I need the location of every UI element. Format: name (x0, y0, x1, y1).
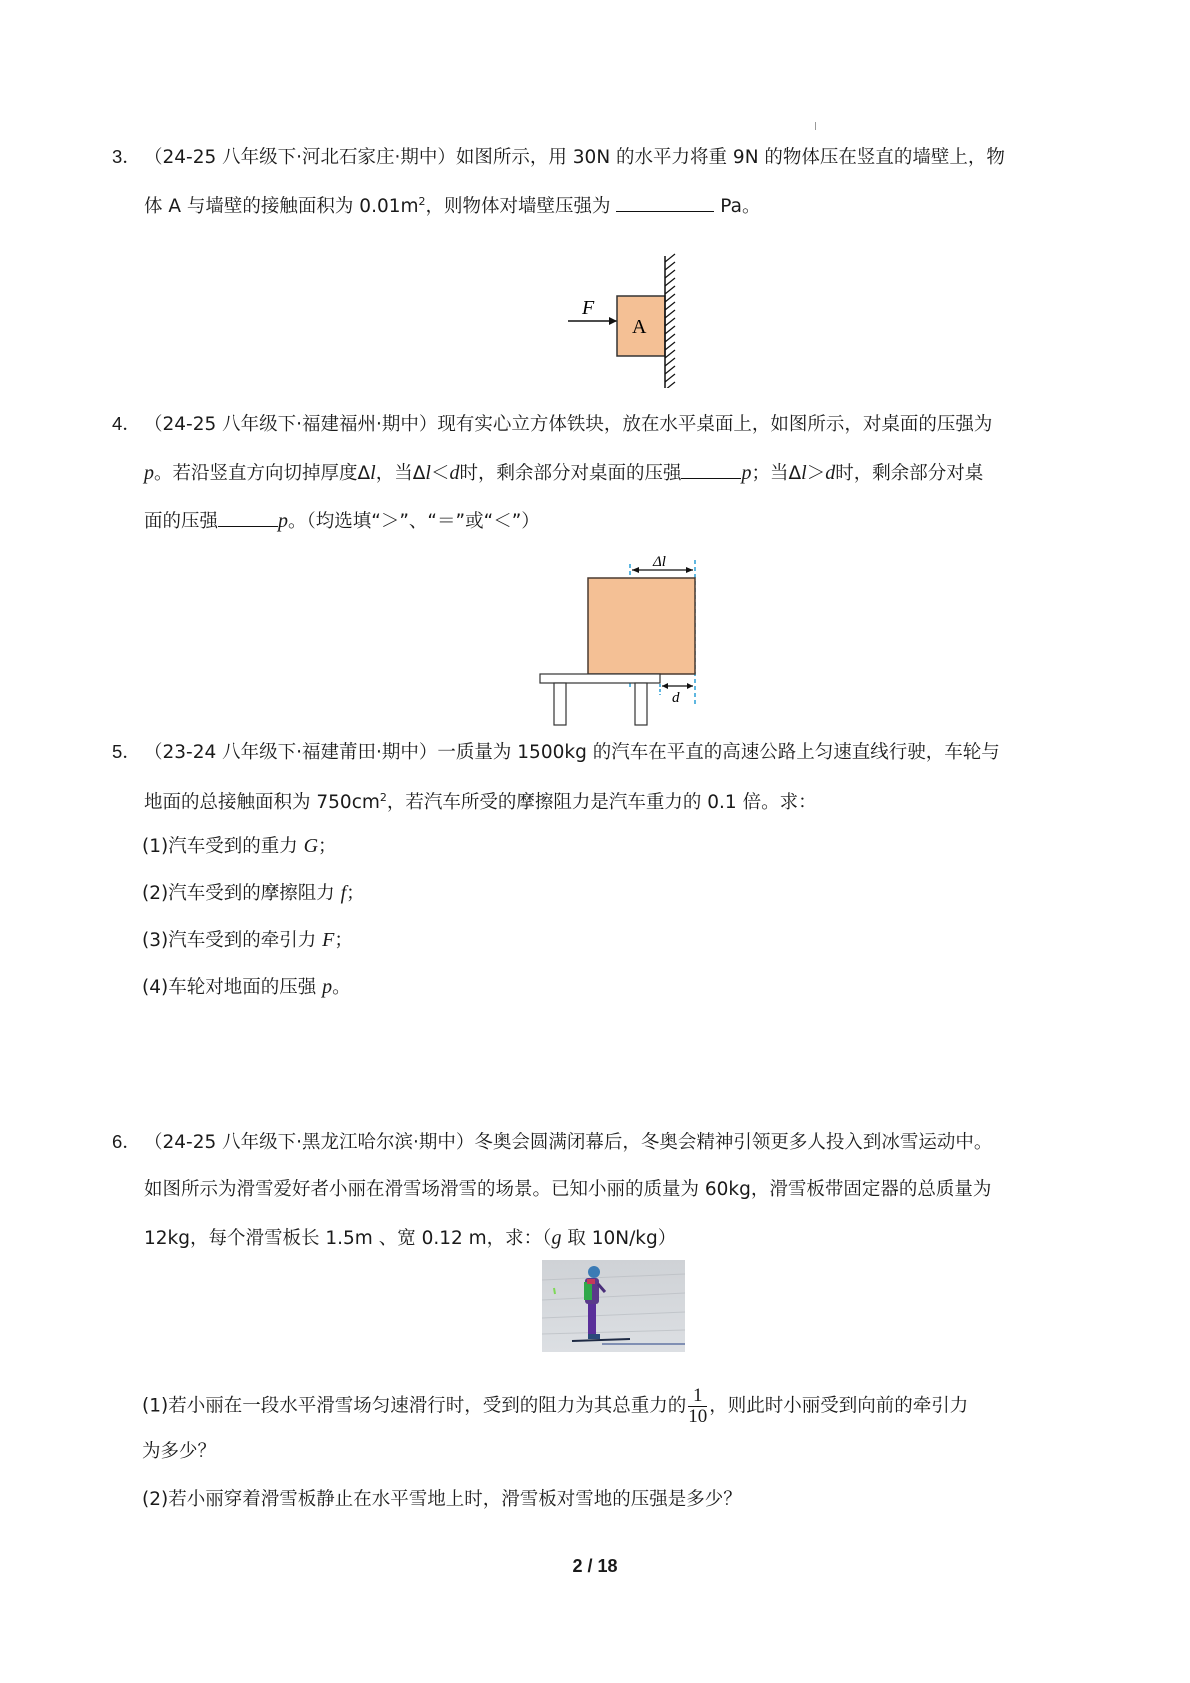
skier-photo (542, 1260, 685, 1352)
fraction-denominator: 10 (688, 1406, 708, 1427)
q4-line3 (144, 508, 540, 534)
q5-line2 (144, 786, 817, 815)
q4-source: （24-25 八年级下·福建福州·期中） (144, 414, 438, 435)
page-number: 2 / 18 (572, 1556, 618, 1576)
fraction-one-tenth (688, 1386, 707, 1427)
q4-text-2b: ，当Δ (375, 463, 426, 484)
force-label-F: F (582, 297, 595, 319)
var-p: p (278, 510, 289, 532)
q4-line2 (144, 460, 983, 486)
q5-sub-label: (1)汽车受到的重力 (142, 836, 304, 857)
var-d: d (449, 462, 460, 484)
q6-sub2-text: (2)若小丽穿着滑雪板静止在水平雪地上时，滑雪板对雪地的压强是多少？ (142, 1489, 742, 1510)
q6-text-3a: 12kg，每个滑雪板长 1.5m 、宽 0.12 m，求：（ (144, 1228, 552, 1249)
greater-than: ＞ (806, 463, 826, 484)
q6-text-3b: 取 10N/kg） (561, 1228, 677, 1249)
q5-sub-label: (3)汽车受到的牵引力 (142, 930, 323, 951)
q6-line3 (144, 1226, 676, 1251)
table-top (540, 674, 660, 683)
q6-text-2: 如图所示为滑雪爱好者小丽在滑雪场滑雪的场景。已知小丽的质量为 60kg，滑雪板带固定器的总质量为 (144, 1179, 992, 1200)
q6-text-1: 冬奥会圆满闭幕后，冬奥会精神引领更多人投入到冰雪运动中。 (474, 1132, 993, 1153)
q5-sub-label: (4)车轮对地面的压强 (142, 977, 323, 998)
q4-text-2a: 。若沿竖直方向切掉厚度Δ (154, 463, 371, 484)
var-p: p (741, 462, 752, 484)
page-mark (815, 122, 816, 130)
var-l: l (801, 462, 807, 484)
q5-sub-2 (142, 881, 365, 906)
q3-text-2b: ，则物体对墙壁压强为 (425, 196, 617, 217)
q6-sub1-text-a: (1)若小丽在一段水平滑雪场匀速滑行时，受到的阻力为其总重力的 (142, 1395, 687, 1417)
q6-sub1-text-b: ，则此时小丽受到向前的牵引力 (709, 1395, 969, 1417)
q6-source: （24-25 八年级下·黑龙江哈尔滨·期中） (144, 1132, 475, 1153)
q4-text-2d: ；当Δ (751, 463, 802, 484)
q6-sub-1-line2 (142, 1440, 216, 1464)
var-g: g (551, 1227, 562, 1249)
var-f: f (340, 882, 347, 904)
q6-line2 (144, 1178, 991, 1202)
punct: 。 (332, 977, 351, 998)
q5-number: 5． (112, 741, 141, 762)
q4-text-3b: 。（均选填“＞”、“＝”或“＜”） (288, 511, 540, 532)
q5-source: （23-24 八年级下·福建莆田·期中） (144, 742, 438, 763)
fraction-numerator: 1 (688, 1386, 707, 1407)
q4-text-2e: 时，剩余部分对桌 (835, 463, 984, 484)
q5-line1 (112, 740, 1000, 765)
q4-answer-blank-2[interactable] (218, 508, 278, 527)
q6-sub-1-line1 (142, 1386, 968, 1427)
table-leg (554, 683, 566, 725)
var-F: F (322, 929, 335, 951)
q6-sub-2 (142, 1488, 742, 1512)
q3-text-2a: 体 A 与墙壁的接触面积为 0.01m (144, 196, 419, 217)
q5-sub-4 (142, 975, 351, 1000)
less-than: ＜ (430, 463, 450, 484)
d-label: d (672, 690, 680, 706)
q3-line2 (144, 190, 760, 219)
q5-text-1: 一质量为 1500kg 的汽车在平直的高速公路上匀速直线行驶，车轮与 (437, 742, 1000, 763)
q3-sup: 2 (418, 195, 426, 208)
q5-sub-label: (2)汽车受到的摩擦阻力 (142, 883, 341, 904)
q4-answer-blank-1[interactable] (681, 460, 741, 479)
q3-unit: Pa。 (714, 196, 761, 217)
q5-sup: 2 (379, 791, 387, 804)
q5-text-2b: ，若汽车所受的摩擦阻力是汽车重力的 0.1 倍。求： (386, 792, 817, 813)
var-p: p (144, 462, 154, 484)
q3-line1 (112, 145, 1005, 170)
q6-line1 (112, 1130, 992, 1155)
q3-source: （24-25 八年级下·河北石家庄·期中） (144, 147, 456, 168)
var-G: G (303, 835, 319, 857)
q3-figure (560, 248, 700, 388)
var-l: l (370, 462, 376, 484)
q4-figure (535, 555, 715, 735)
q5-sub-1 (142, 834, 337, 859)
q6-sub1-text-c: 为多少？ (142, 1441, 217, 1462)
q4-text-1: 现有实心立方体铁块，放在水平桌面上，如图所示，对桌面的压强为 (437, 414, 993, 435)
q4-number: 4． (112, 413, 141, 434)
q3-text-1: 如图所示，用 30N 的水平力将重 9N 的物体压在竖直的墙壁上，物 (455, 147, 1005, 168)
q3-number: 3． (112, 146, 141, 167)
punct: ； (346, 883, 365, 904)
q5-text-2a: 地面的总接触面积为 750cm (144, 792, 380, 813)
punct: ； (318, 836, 337, 857)
helmet (588, 1266, 600, 1278)
q4-text-3a: 面的压强 (144, 511, 219, 532)
q4-text-2c: 时，剩余部分对桌面的压强 (459, 463, 682, 484)
q3-answer-blank[interactable] (616, 193, 714, 212)
var-p: p (322, 976, 333, 998)
var-l: l (425, 462, 431, 484)
delta-l-label: Δl (653, 555, 666, 570)
var-d: d (825, 462, 836, 484)
punct: ； (334, 930, 353, 951)
q5-sub-3 (142, 928, 353, 953)
q4-line1 (112, 412, 992, 437)
iron-block (588, 578, 695, 674)
table-leg (635, 683, 647, 725)
q6-number: 6． (112, 1131, 141, 1152)
block-label-A: A (632, 316, 647, 338)
